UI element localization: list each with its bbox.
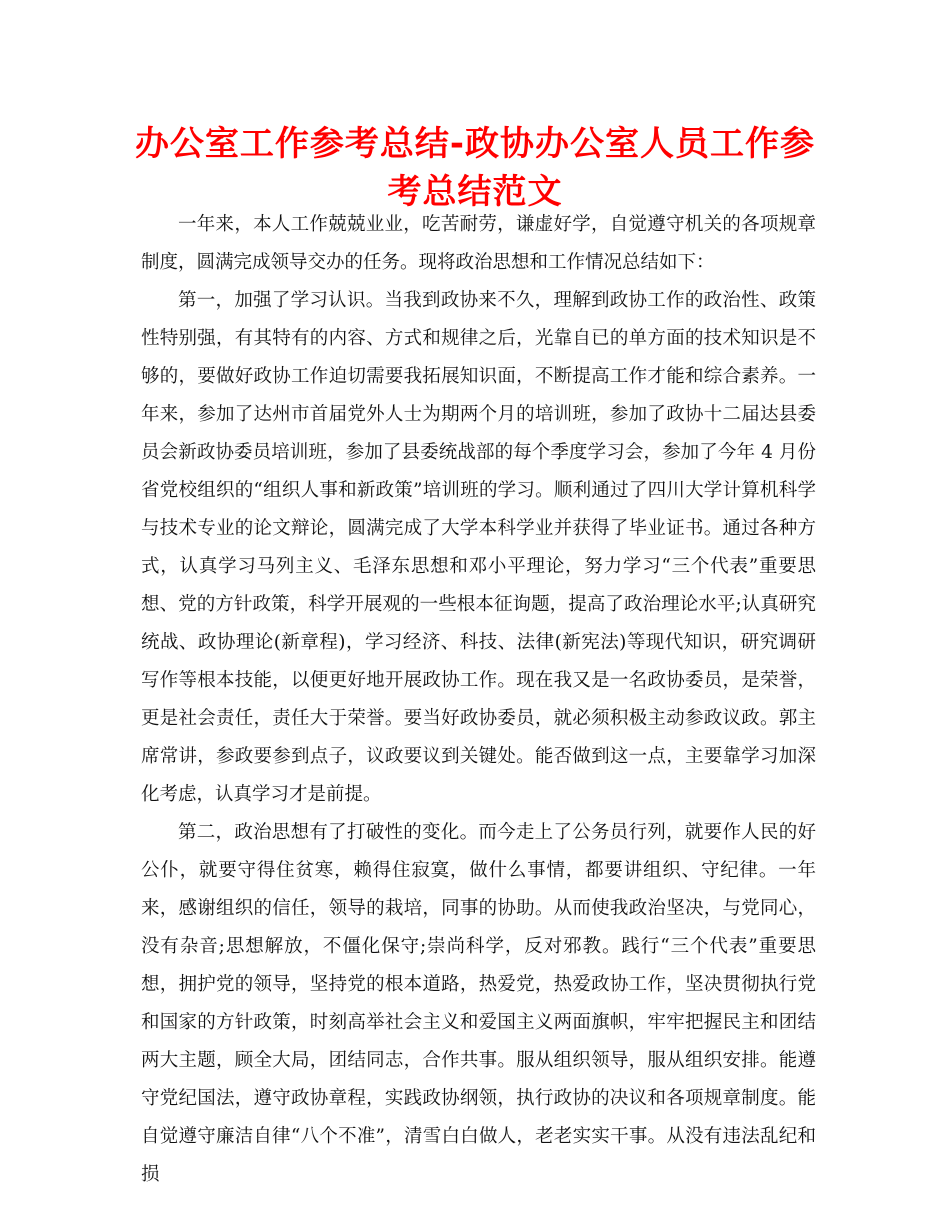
document-body	[141, 206, 816, 1194]
paragraph-intro: 一年来，本人工作兢兢业业，吃苦耐劳，谦虚好学，自觉遵守机关的各项规章制度，圆满完成领导交办的任务。现将政治思想和工作情况总结如下：	[141, 214, 816, 273]
paragraph-second: 第二，政治思想有了打破性的变化。而今走上了公务员行列，就要作人民的好公仆，就要守得住贫寒，赖得住寂寞，做什么事情，都要讲组织、守纪律。一年来，感谢组织的信任，领导的栽培，同事的协助。从而使我政治坚决，与党同心，没有杂音;思想解放，不僵化保守;崇尚科学，反对邪教。践行“三个代表”重要思想，拥护党的领导，坚持党的根本道路，热爱党，热爱政协工作，坚决贯彻执行党和国家的方针政策，时刻高举社会主义和爱国主义两面旗帜，牢牢把握民主和团结两大主题，顾全大局，团结同志，合作共事。服从组织领导，服从组织安排。能遵守党纪国法，遵守政协章程，实践政协纲领，执行政协的决议和各项规章制度。能自觉遵守廉洁自律“八个不准”，清雪白白做人，老老实实干事。从没有违法乱纪和损	[141, 822, 816, 1185]
document-title: 办公室工作参考总结-政协办公室人员工作参考总结范文	[134, 124, 816, 212]
paragraph-first: 第一，加强了学习认识。当我到政协来不久，理解到政协工作的政治性、政策性特别强，有其特有的内容、方式和规律之后，光靠自已的单方面的技术知识是不够的，要做好政协工作迫切需要我拓展知识面，不断提高工作才能和综合素养。一年来，参加了达州市首届党外人士为期两个月的培训班，参加了政协十二届达县委员会新政协委员培训班，参加了县委统战部的每个季度学习会，参加了今年 4 月份省党校组织的“组织人事和新政策”培训班的学习。顺利通过了四川大学计算机科学与技术专业的论文辩论，圆满完成了大学本科学业并获得了毕业证书。通过各种方式，认真学习马列主义、毛泽东思想和邓小平理论，努力学习“三个代表”重要思想、党的方针政策，科学开展观的一些根本征询题，提高了政治理论水平;认真研究统战、政协理论(新章程)，学习经济、科技、法律(新宪法)等现代知识，研究调研写作等根本技能，以便更好地开展政协工作。现在我又是一名政协委员，是荣誉，更是社会责任，责任大于荣誉。要当好政协委员，就必须积极主动参政议政。郭主席常讲，参政要参到点子，议政要议到关键处。能否做到这一点，主要靠学习加深化考虑，认真学习才是前提。	[141, 290, 816, 805]
